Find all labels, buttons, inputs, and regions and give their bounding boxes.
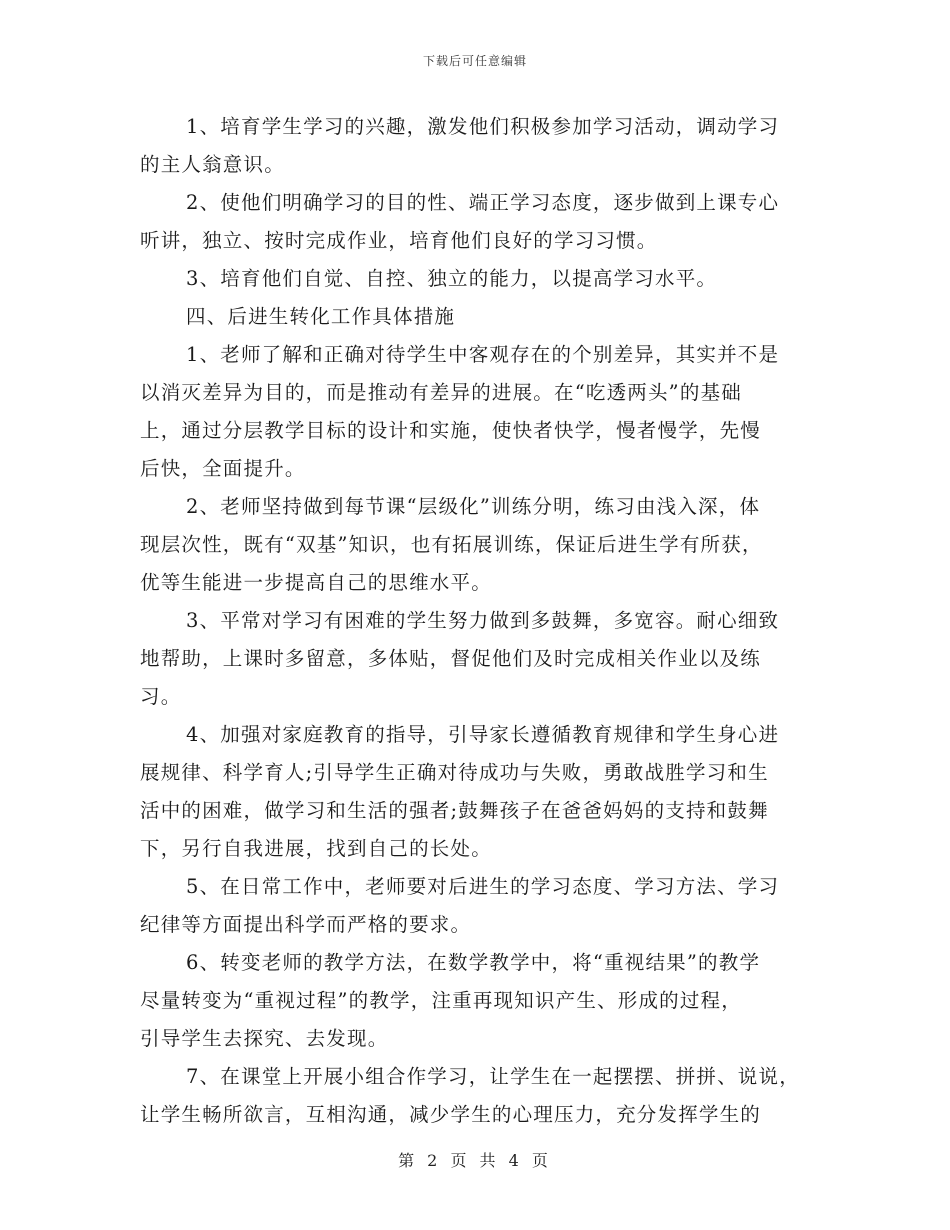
body-line: 尽量转变为“重视过程”的教学，注重再现知识产生、形成的过程， <box>140 989 742 1012</box>
document-body <box>140 108 820 1134</box>
section-heading: 四、后进生转化工作具体措施 <box>186 305 456 328</box>
body-line: 以消灭差异为目的，而是推动有差异的进展。在“吃透两头”的基础 <box>140 381 742 404</box>
body-line: 活中的困难，做学习和生活的强者;鼓舞孩子在爸爸妈妈的支持和鼓舞 <box>140 799 769 822</box>
body-line: 习。 <box>140 685 182 708</box>
body-line: 1、老师了解和正确对待学生中客观存在的个别差异，其实并不是 <box>186 343 780 366</box>
body-line: 1、培育学生学习的兴趣，激发他们积极参加学习活动，调动学习 <box>186 115 780 138</box>
body-line: 后快，全面提升。 <box>140 457 306 480</box>
body-line: 展规律、科学育人;引导学生正确对待成功与失败，勇敢战胜学习和生 <box>140 761 769 784</box>
body-line: 的主人翁意识。 <box>140 153 285 176</box>
body-line: 纪律等方面提出科学而严格的要求。 <box>140 913 472 936</box>
body-line: 3、平常对学习有困难的学生努力做到多鼓舞，多宽容。耐心细致 <box>186 609 780 632</box>
body-line: 下，另行自我进展，找到自己的长处。 <box>140 837 492 860</box>
body-line: 7、在课堂上开展小组合作学习，让学生在一起摆摆、拼拼、说说， <box>186 1065 800 1088</box>
body-line: 让学生畅所欲言，互相沟通，减少学生的心理压力，充分发挥学生的 <box>140 1103 762 1126</box>
body-line: 听讲，独立、按时完成作业，培育他们良好的学习习惯。 <box>140 229 658 252</box>
body-line: 3、培育他们自觉、自控、独立的能力，以提高学习水平。 <box>186 267 718 290</box>
body-line: 6、转变老师的教学方法，在数学教学中，将“重视结果”的教学 <box>186 951 761 974</box>
body-line: 上，通过分层教学目标的设计和实施，使快者快学，慢者慢学，先慢 <box>140 419 762 442</box>
body-line: 引导学生去探究、去发现。 <box>140 1027 389 1050</box>
body-line: 2、使他们明确学习的目的性、端正学习态度，逐步做到上课专心 <box>186 191 780 214</box>
body-line: 优等生能进一步提高自己的思维水平。 <box>140 571 492 594</box>
body-line: 地帮助，上课时多留意，多体贴，督促他们及时完成相关作业以及练 <box>140 647 762 670</box>
page-number: 第 2 页 共 4 页 <box>398 1151 552 1170</box>
body-line: 2、老师坚持做到每节课“层级化”训练分明，练习由浅入深，体 <box>186 495 761 518</box>
body-line: 4、加强对家庭教育的指导，引导家长遵循教育规律和学生身心进 <box>186 723 780 746</box>
page-header-note: 下载后可任意编辑 <box>422 54 527 68</box>
body-line: 5、在日常工作中，老师要对后进生的学习态度、学习方法、学习 <box>186 875 780 898</box>
body-line: 现层次性，既有“双基”知识，也有拓展训练，保证后进生学有所获， <box>140 533 763 556</box>
